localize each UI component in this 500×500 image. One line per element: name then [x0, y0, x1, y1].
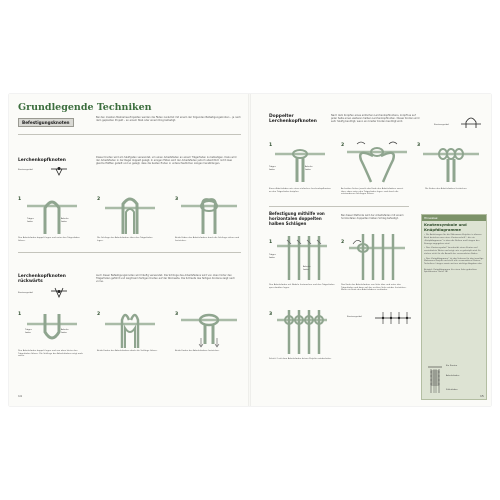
example-label: Arbeitsfaden	[446, 375, 460, 377]
hitch-step3-diagram	[277, 310, 327, 354]
hitch-step2-diagram	[349, 234, 405, 280]
label-carrier: Träger- faden	[25, 329, 33, 334]
label-working: Arbeits- faden	[303, 266, 312, 271]
section-text-horizontal-hitch: Bei dieser Methode wird der Arbeitsfaden mit einem horizontalen doppelten halben Schlag befestigt.	[341, 214, 404, 221]
step-caption: Beide Fäden des Arbeitsfadens durch die Schlinge ziehen und festziehen.	[175, 237, 240, 242]
label-working: Arbeits- faden	[61, 218, 70, 223]
lark-reverse-step3-diagram	[181, 308, 237, 348]
step-number: 3	[175, 312, 179, 317]
lark-step1-diagram	[27, 196, 77, 234]
hitch-step1-diagram	[277, 236, 327, 280]
step-number: 2	[341, 240, 345, 245]
step-number: 2	[97, 312, 101, 317]
step-number: 1	[269, 143, 273, 148]
step-caption: Den Arbeitsfaden mit Nadeln festmachen und den Trägerfaden quer darüber legen.	[269, 284, 335, 289]
section-text-lark-reverse: Auch dieser Befestigungsknoten wird häufig verwendet. Die Schlinge des Arbeitsfadens wird von oben hinter den Trägerfaden geführt und zeigt beim fertigen Knoten auf der Rückseite. Die Schlaufe des fertigen Knotens zeigt nach vorne.	[96, 274, 235, 284]
hint-bullet: • Die Anleitungen für die Makramee-Projekte in diesem Buch bestehen aus einer „Knotenschrift“, die ein „Knüpfdiagramm“ in dem die Reihen und Längen des Strangs angegeben sind.	[424, 234, 482, 245]
page-number: 14	[18, 394, 22, 398]
label-working: Arbeits- faden	[305, 166, 314, 171]
lark-reverse-step1-diagram	[27, 314, 77, 344]
knot-symbol-double-icon	[461, 116, 481, 130]
step-number: 3	[269, 312, 273, 317]
section-title-lark-reverse: Lerchenkopfknoten rückwärts	[18, 274, 66, 285]
hint-bullet: • Das „Knotensymbol“ beschreibt einen Knoten auf vereinfachte Weise und zeigt, wie er geknüpft wird. Es stehen nicht für die Anzahl der verwendeten Fäden.	[424, 247, 481, 255]
step-number: 1	[18, 197, 22, 202]
knot-symbol-hitch-icon	[375, 312, 411, 324]
spiral-knot-diagram-icon	[428, 365, 442, 395]
lark-step3-diagram	[181, 194, 237, 234]
double-lark-step2-diagram	[347, 138, 407, 182]
hint-title: Knotensymbole und Knüpfdiagramme	[424, 222, 467, 232]
lark-step2-diagram	[105, 194, 155, 234]
knot-symbol-icon	[51, 165, 67, 177]
step-caption: Beide Enden des Arbeitsfadens durch die Schlinge führen.	[97, 350, 158, 352]
step-caption: Das Ende des Arbeitsfadens von links über und unter den Trägerfaden und dann auf der rechten Seite wieder festziehen. Wenn ein Ende des Arbeitsfadens verbinden.	[341, 284, 407, 292]
step-caption: Schritt 2 mit dem Arbeitsfaden deines Projekts wiederholen.	[269, 358, 332, 360]
book-spread	[9, 94, 491, 406]
knot-symbol-reverse-icon	[51, 287, 67, 299]
lark-reverse-step2-diagram	[105, 308, 155, 348]
step-number: 2	[97, 197, 101, 202]
double-lark-step1-diagram	[275, 142, 325, 182]
step-number: 3	[417, 143, 421, 148]
step-caption: An beiden Seiten jeweils das Ende des Arbeitsfadens zuerst über, dann unter den Trägerfaden legen, und durch die entstandenen Schlingen führen.	[341, 188, 404, 196]
step-number: 2	[341, 143, 345, 148]
section-title-lark: Lerchenkopfknoten	[18, 158, 66, 163]
example-label: Füllerfaden	[446, 389, 458, 391]
hint-header: Hinweise	[422, 215, 486, 221]
label-carrier: Träger- faden	[269, 166, 277, 171]
label-carrier: Träger- faden	[27, 218, 35, 223]
step-caption: Einen Arbeitsfaden wie einen einfachen Lerchenkopfknoten an den Trägerfaden knüpfen.	[269, 188, 331, 193]
divider	[269, 206, 409, 207]
right-page	[251, 94, 491, 406]
step-caption: Den Arbeitsfaden doppelt legen und unter den Trägerfaden führen.	[18, 237, 80, 242]
step-number: 1	[269, 240, 273, 245]
hint-box	[421, 214, 487, 400]
double-lark-step3-diagram	[423, 138, 479, 182]
symbol-label: Knotensymbol	[18, 169, 33, 171]
step-number: 1	[18, 312, 22, 317]
symbol-label: Knotensymbol	[18, 292, 33, 294]
intro-text: Bei den meisten Makramee-Projekten werden die Fäden zunächst mit einem der folgenden Befestigungsknoten – je nach dem geplanten Projekt – an einem Stab oder einem Ring befestigt.	[96, 116, 241, 123]
symbol-label: Knotensymbol	[434, 124, 449, 126]
section-text-double-lark: Nach dem Knüpfen eines einfachen Lerchenkopfknotens, knüpft es auf jeder Seite einen weiteren halben Lerchenkopfknoten. Dieser Knoten wird sehr häufig benötigt, wenn ein breiter Knoten benötigt wird.	[331, 114, 420, 124]
step-caption: Die Enden des Arbeitsfadens festziehen.	[425, 188, 468, 190]
label-carrier: Träger- faden	[269, 254, 277, 259]
section-title-horizontal-hitch: Befestigung mithilfe von horizontalen doppelten halben Schlägen	[269, 211, 325, 226]
symbol-label: Knotensymbol	[347, 316, 362, 318]
section-title-double-lark: Doppelter Lerchenkopfknoten	[269, 114, 317, 125]
hint-example-text: Beispiel: Knüpfdiagramm für einen links gedrehten Spiralknoten (Seite 18)	[424, 268, 477, 274]
step-caption: Den Arbeitsfaden doppelt legen und von oben hinter den Trägerfaden führen. Die Schlinge des Arbeitsfadens zeigt nach unten.	[18, 350, 83, 358]
hint-bullet: • Das „Knüpfdiagramm“ ist das Schema für das jeweilige Makramee-Projekt und stellt alle verwendeten Knoten, Techniken, Längen sowie weitere wichtige Angaben dar.	[424, 257, 484, 265]
example-label: Ein Knoten	[446, 365, 458, 367]
step-caption: Die Schlinge des Arbeitsfadens über den Trägerfaden legen.	[97, 237, 153, 242]
section-text-lark: Dieser Knoten wird am häufigsten verwendet, um einen Arbeitsfaden an einem Trägerfaden zu befestigen. Dazu wird der Arbeitsfaden in der Regel doppelt gelegt. In einigen Fällen wird der Arbeitsfaden jedoch absichtlich nicht zwei gleiche Hälften geteilt und so gelegt, dass die beiden Enden in unterschiedlichen Längen herabhängen.	[96, 156, 237, 166]
label-working: Arbeits- faden	[61, 329, 70, 334]
left-page	[9, 94, 249, 406]
step-number: 3	[175, 197, 179, 202]
page-number: 15	[480, 394, 484, 398]
divider	[18, 134, 241, 135]
step-caption: Beide Enden des Arbeitsfadens festziehen.	[175, 350, 220, 352]
divider	[18, 252, 241, 253]
page-title: Grundlegende Techniken	[18, 102, 152, 113]
section-tab: Befestigungsknoten	[18, 118, 74, 127]
